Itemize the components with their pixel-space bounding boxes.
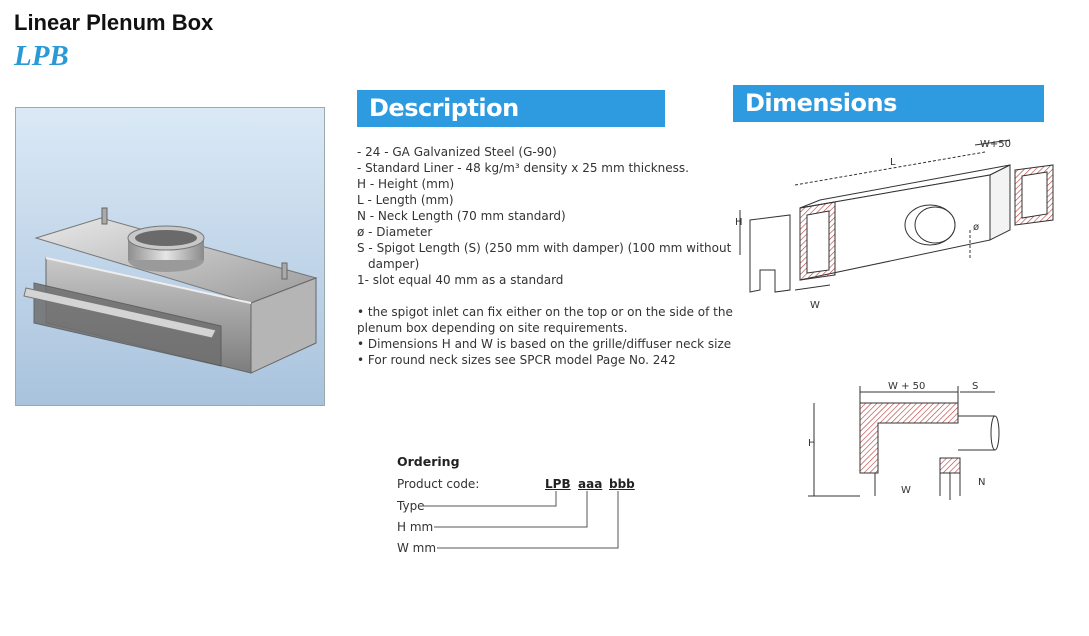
w-mm-label: W mm [397, 541, 437, 555]
description-banner: Description [357, 90, 665, 127]
note-line: plenum box depending on site requirements. [357, 321, 628, 335]
dim-label-l: L [890, 157, 896, 168]
desc-line: H - Height (mm) [357, 177, 455, 191]
ordering-heading: Ordering [397, 454, 460, 469]
desc-line: 1- slot equal 40 mm as a standard [357, 273, 564, 287]
dim-label-w-section: W [901, 485, 911, 496]
code-height: aaa [578, 477, 603, 491]
dim-label-h-section: H [808, 438, 816, 449]
type-label: Type [397, 499, 425, 513]
desc-line: ø - Diameter [357, 225, 433, 239]
note-line: • Dimensions H and W is based on the grille/diffuser neck size [357, 337, 732, 351]
dim-label-s: S [972, 381, 979, 392]
code-model: LPB [545, 477, 571, 491]
desc-line: - 24 - GA Galvanized Steel (G-90) [357, 145, 557, 159]
desc-line: - Standard Liner - 48 kg/m³ density x 25 mm thickness. [357, 161, 689, 175]
product-code-label: Product code: [397, 477, 480, 491]
dim-label-n: N [978, 477, 986, 488]
desc-line: L - Length (mm) [357, 193, 454, 207]
dim-label-h: H [735, 217, 743, 228]
desc-line: damper) [368, 257, 420, 271]
dim-label-diameter: ø [973, 222, 980, 233]
section-dimension-drawing [800, 378, 1000, 503]
note-line: • the spigot inlet can fix either on the top or on the side of the [357, 305, 733, 319]
dimensions-banner: Dimensions [733, 85, 1044, 122]
h-mm-label: H mm [397, 520, 434, 534]
model-code: LPB [14, 40, 69, 72]
desc-line: S - Spigot Length (S) (250 mm with damper) (100 mm without [357, 241, 732, 255]
code-width: bbb [609, 477, 635, 491]
desc-line: N - Neck Length (70 mm standard) [357, 209, 566, 223]
dim-label-w50: W+50 [980, 139, 1011, 150]
note-line: • For round neck sizes see SPCR model Page No. 242 [357, 353, 676, 367]
isometric-dimension-drawing [735, 130, 1075, 320]
dim-label-w: W [810, 300, 820, 311]
dim-label-w50-section: W + 50 [888, 381, 926, 392]
page-title: Linear Plenum Box [14, 10, 214, 35]
